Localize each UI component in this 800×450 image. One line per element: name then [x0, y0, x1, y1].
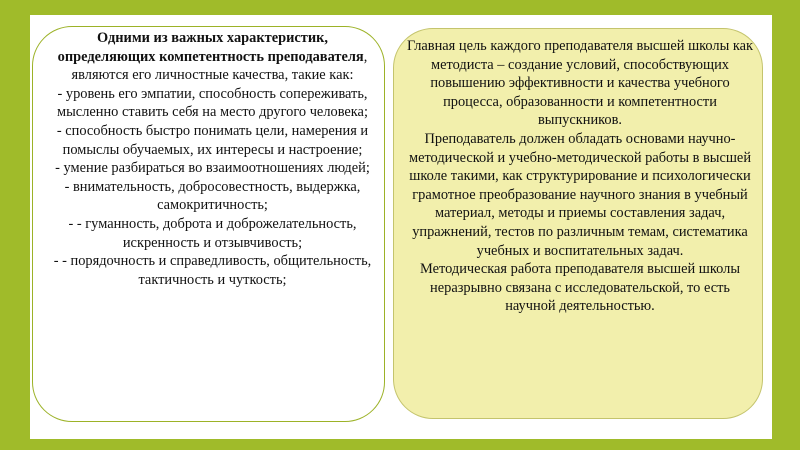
- intro-bold-text: Одними из важных характеристик, определяющих компетентность преподавателя: [57, 30, 364, 65]
- intro-paragraph: [50, 29, 375, 85]
- methodical-work-paragraph: Методическая работа преподавателя высшей школы неразрывно связана с исследовательской, то есть научной деятельностью.: [420, 261, 740, 315]
- quality-item: - - гуманность, доброта и доброжелательность, искренность и отзывчивость;: [68, 215, 357, 251]
- right-panel-text: [405, 37, 755, 316]
- intro-rest-text: , являются его личностные качества, такие как:: [71, 48, 368, 84]
- quality-item: - умение разбираться во взаимоотношениях людей;: [55, 160, 370, 177]
- quality-item: - внимательность, добросовестность, выдержка, самокритичность;: [64, 178, 361, 214]
- left-panel-text: [50, 29, 375, 289]
- skills-paragraph: Преподаватель должен обладать основами научно-методической и учебно-методической работы в высшей школе такими, как структурирование и психологически грамотное преобразование научного знания в учебный материал, методы и приемы составления задач, упражнений, тестов по различным темам, систематика учебных и воспитательных задач.: [408, 130, 752, 259]
- quality-item: - уровень его эмпатии, способность сопереживать, мысленно ставить себя на место другого человека;: [57, 85, 368, 121]
- quality-item: - способность быстро понимать цели, намерения и помыслы обучаемых, их интересы и настроение;: [56, 122, 369, 158]
- goal-paragraph: Главная цель каждого преподавателя высшей школы как методиста – создание условий, способствующих повышению эффективности и качества учебного процесса, образованности и компетентности выпускников.: [406, 38, 754, 129]
- quality-item: - - порядочность и справедливость, общительность, тактичность и чуткость;: [53, 253, 372, 288]
